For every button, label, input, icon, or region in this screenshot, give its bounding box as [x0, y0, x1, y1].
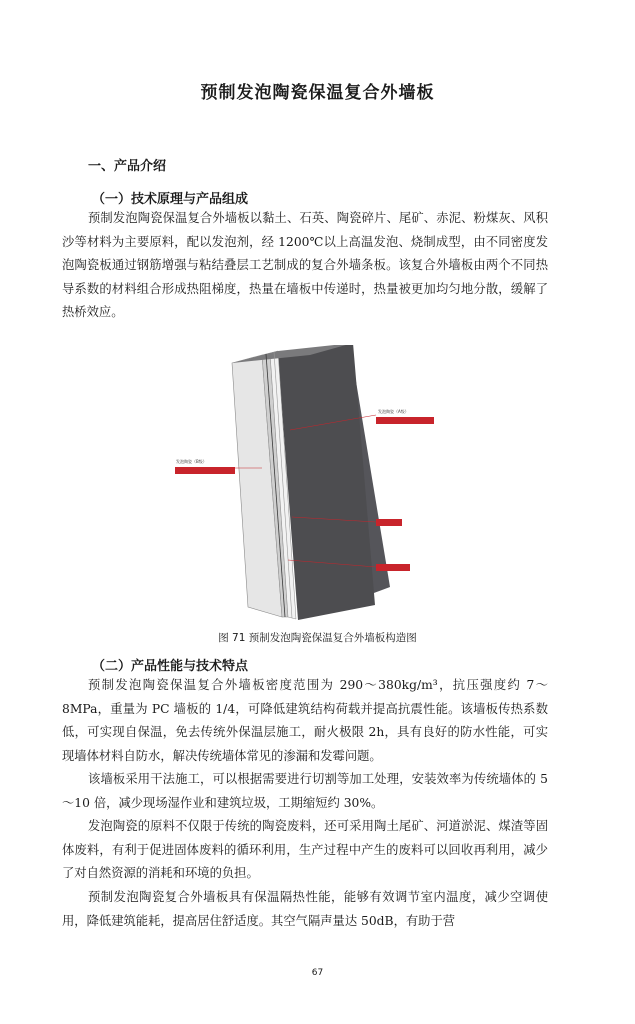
wall-panel-diagram — [170, 345, 460, 620]
svg-text:发泡陶瓷（B级）: 发泡陶瓷（B级） — [176, 459, 207, 464]
paragraph-construction: 该墙板采用干法施工，可以根据需要进行切割等加工处理，安装效率为传统墙体的 5～10 倍，减少现场湿作业和建筑垃圾，工期缩短约 30%。 — [62, 772, 548, 810]
paragraph-materials: 发泡陶瓷的原料不仅限于传统的陶瓷废料，还可采用陶土尾矿、河道淤泥、煤渣等固体废料，有利于促进固体废料的循环利用，生产过程中产生的废料可以回收再利用，减少了对自然资源的消耗和环境的负担。 — [62, 819, 548, 881]
paragraph-performance: 预制发泡陶瓷保温复合外墙板密度范围为 290～380kg/m³，抗压强度约 7～8MPa，重量为 PC 墙板的 1/4，可降低建筑结构荷载并提高抗震性能。该墙板传热系数低，可实现自保温，免去传统外保温层施工，耐火极限 2h，具有良好的防水性能，可实现墙体材料自防水，解决传统墙体常见的渗漏和发霉问题。 — [62, 678, 548, 763]
page-title: 预制发泡陶瓷保温复合外墙板 — [200, 83, 435, 103]
figure-caption: 图 71 预制发泡陶瓷保温复合外墙板构造图 — [218, 632, 417, 644]
svg-text:发泡陶瓷（A级）: 发泡陶瓷（A级） — [378, 409, 409, 414]
subsection-heading-performance: （二）产品性能与技术特点 — [92, 659, 249, 674]
paragraph-insulation: 预制发泡陶瓷复合外墙板具有保温隔热性能，能够有效调节室内温度，减少空调使用，降低建筑能耗，提高居住舒适度。其空气隔声量达 50dB，有助于营 — [62, 890, 548, 928]
paragraph-principle: 预制发泡陶瓷保温复合外墙板以黏土、石英、陶瓷碎片、尾矿、赤泥、粉煤灰、风积沙等材料为主要原料，配以发泡剂，经 1200℃以上高温发泡、烧制成型，由不同密度发泡陶瓷板通过钢筋增强与粘结叠层工艺制成的复合外墙条板。该复合外墙板由两个不同热导系数的材料组合形成热阻梯度，热量在墙板中传递时，热量被更加均匀地分散，缓解了热桥效应。 — [62, 211, 548, 320]
section-heading: 一、产品介绍 — [88, 159, 167, 174]
subsection-heading-principle: （一）技术原理与产品组成 — [92, 192, 249, 207]
page-number: 67 — [311, 968, 324, 978]
